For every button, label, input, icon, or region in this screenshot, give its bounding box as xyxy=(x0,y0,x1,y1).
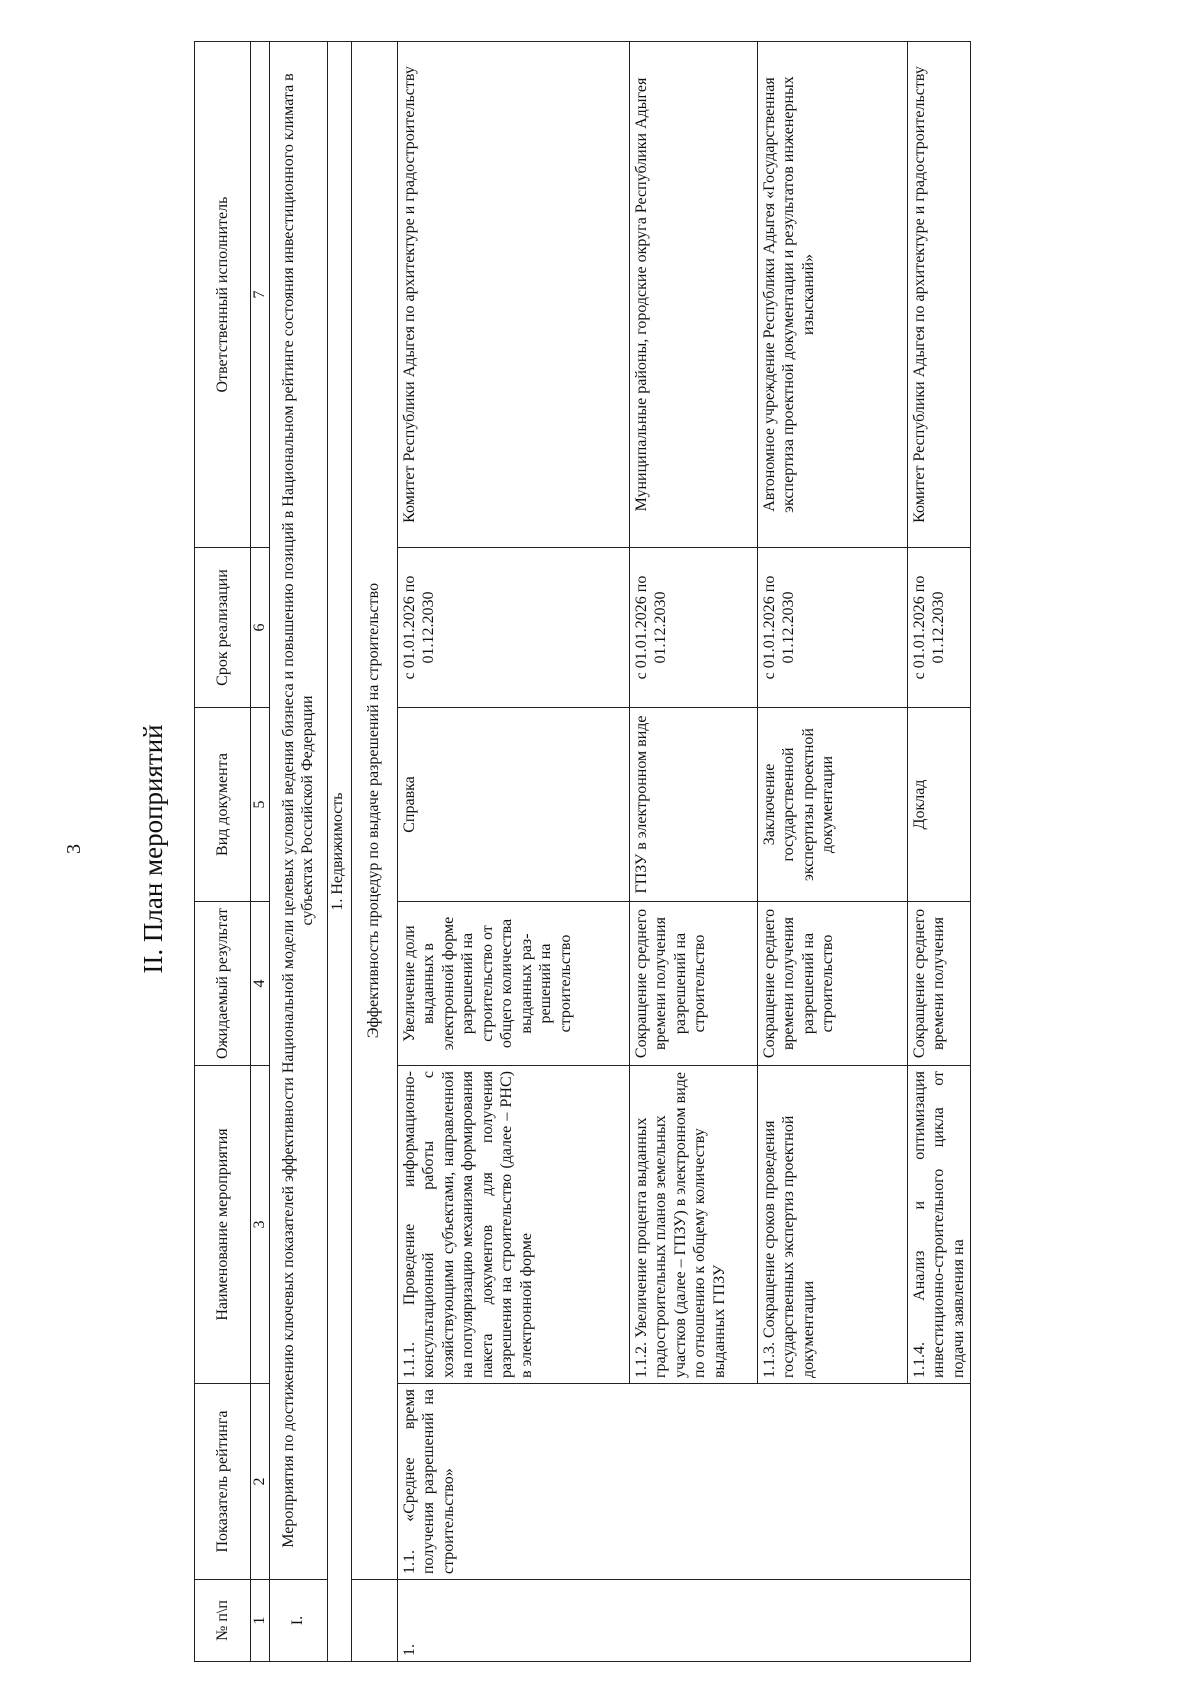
row-number: 1. xyxy=(397,1580,971,1662)
column-number: 4 xyxy=(251,902,270,1066)
measure-name: 1.1.4. Анализ и оптимизация инвестиционно-строительного цикла от подачи заявления на xyxy=(907,1066,971,1384)
header-executor: Ответственный исполнитель xyxy=(195,42,251,548)
header-measure-name: Наименование мероприятия xyxy=(195,1066,251,1384)
subsection-title: 1. Недвижимость xyxy=(327,42,351,1662)
page-number: 3 xyxy=(63,844,85,854)
expected-result: Сокращение среднего времени получения разрешений на строительство xyxy=(629,902,757,1066)
term: с 01.01.2026 по 01.12.2030 xyxy=(757,548,907,708)
term: с 01.01.2026 по 01.12.2030 xyxy=(907,548,971,708)
term: с 01.01.2026 по 01.12.2030 xyxy=(629,548,757,708)
measure-name: 1.1.2. Увеличение процента выданных градостроительных планов земельных участков (далее – ГПЗУ) в электронном виде по отношению к общему количеству выданных ГПЗУ xyxy=(629,1066,757,1384)
expected-result: Сокращение среднего времени получения xyxy=(907,902,971,1066)
header-document-type: Вид документа xyxy=(195,708,251,902)
subheading-title: Эффективность процедур по выдаче разрешений на строительство xyxy=(351,42,397,1580)
document-type: ГПЗУ в электронном виде xyxy=(629,708,757,902)
plan-table xyxy=(194,41,971,1662)
column-number: 3 xyxy=(251,1066,270,1384)
executor: Комитет Республики Адыгея по архитектуре и градостроительству xyxy=(907,42,971,548)
executor: Муниципальные районы, городские округа Республики Адыгея xyxy=(629,42,757,548)
column-number: 6 xyxy=(251,548,270,708)
column-number: 2 xyxy=(251,1384,270,1580)
section-row xyxy=(269,42,327,1662)
header-indicator: Показатель рейтинга xyxy=(195,1384,251,1580)
table-row xyxy=(397,42,629,1662)
column-number: 7 xyxy=(251,42,270,548)
term: с 01.01.2026 по 01.12.2030 xyxy=(397,548,629,708)
column-number: 1 xyxy=(251,1580,270,1662)
expected-result: Увеличение доли выданных в электронной форме разрешений на строительство от общего количества выданных раз-решений на строительство xyxy=(397,902,629,1066)
subsection-row xyxy=(327,42,351,1662)
header-num: № п\п xyxy=(195,1580,251,1662)
section-number: I. xyxy=(269,1580,327,1662)
document-type: Заключение государственной экспертизы проектной документации xyxy=(757,708,907,902)
section-title: Мероприятия по достижению ключевых показателей эффективности Национальной модели целевых условий ведения бизнеса и повышению позиций в Национальном рейтинге состояния инвестиционного климата в субъектах Российской Федерации xyxy=(269,42,327,1580)
header-row xyxy=(195,42,251,1662)
executor: Комитет Республики Адыгея по архитектуре и градостроительству xyxy=(397,42,629,548)
measure-name: 1.1.3. Сокращение сроков проведения государственных экспертиз проектной документации xyxy=(757,1066,907,1384)
executor: Автономное учреждение Республики Адыгея «Государственная экспертиза проектной документации и результатов инженерных изысканий» xyxy=(757,42,907,548)
empty-cell xyxy=(351,1580,397,1662)
document-type: Доклад xyxy=(907,708,971,902)
measure-name: 1.1.1. Проведение информационно-консультационной работы с хозяйствующими субъектами, направленной на популяризацию механизма формирования пакета документов для получения разрешения на строительство (далее – РНС) в электронной форме xyxy=(397,1066,629,1384)
expected-result: Сокращение среднего времени получения разрешений на строительство xyxy=(757,902,907,1066)
plan-table-rotated xyxy=(194,42,1014,1662)
indicator-name: 1.1. «Среднее время получения разрешений на строительство» xyxy=(397,1384,971,1580)
header-term: Срок реализации xyxy=(195,548,251,708)
document-type: Справка xyxy=(397,708,629,902)
page-title: II. План мероприятий xyxy=(138,724,168,974)
column-number: 5 xyxy=(251,708,270,902)
header-expected-result: Ожидаемый результат xyxy=(195,902,251,1066)
subheading-row xyxy=(351,42,397,1662)
column-number-row xyxy=(251,42,270,1662)
